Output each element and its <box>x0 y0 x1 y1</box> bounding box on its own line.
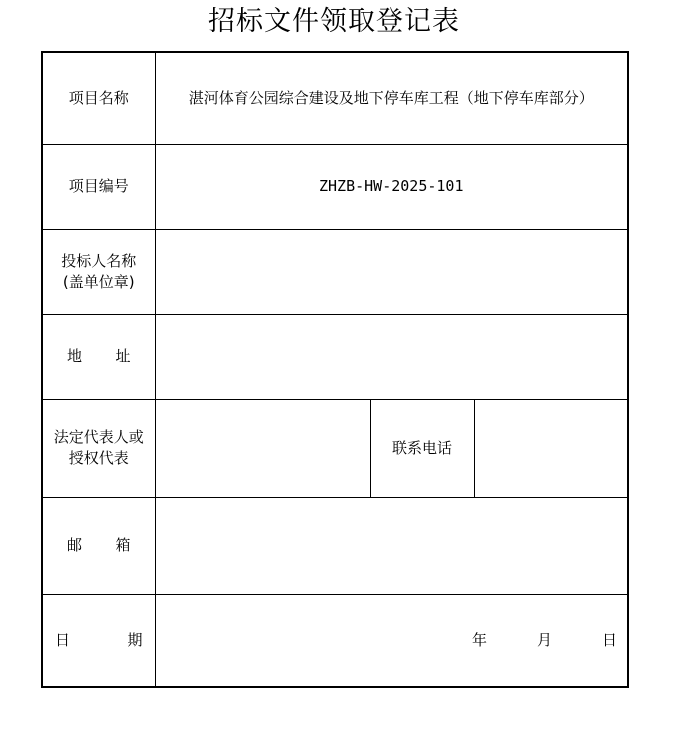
date-day-label: 日 <box>602 630 618 649</box>
row-address <box>42 314 628 399</box>
date-field[interactable] <box>155 594 628 687</box>
row-project-number <box>42 144 628 229</box>
project-number-label: 项目编号 <box>42 144 155 229</box>
bidder-name-label-line2: (盖单位章) <box>62 272 135 291</box>
address-label <box>42 314 155 399</box>
mailbox-field[interactable] <box>155 497 628 594</box>
project-name-value[interactable]: 湛河体育公园综合建设及地下停车库工程（地下停车库部分） <box>155 52 628 144</box>
project-name-label: 项目名称 <box>42 52 155 144</box>
date-label-char1: 日 <box>55 630 71 649</box>
bidder-name-field[interactable] <box>155 229 628 314</box>
row-bidder-name <box>42 229 628 314</box>
phone-field[interactable] <box>474 399 628 497</box>
address-label-char2: 址 <box>115 347 131 365</box>
phone-label: 联系电话 <box>370 399 474 497</box>
date-year-label: 年 <box>471 630 487 649</box>
mailbox-label <box>42 497 155 594</box>
date-label <box>42 594 155 687</box>
bidder-name-label-line1: 投标人名称 <box>61 251 137 270</box>
project-number-value[interactable]: ZHZB-HW-2025-101 <box>155 144 628 229</box>
registration-form-table <box>41 51 629 688</box>
address-field[interactable] <box>155 314 628 399</box>
legal-rep-label <box>42 399 155 497</box>
address-label-char1: 地 <box>67 347 83 365</box>
legal-rep-label-line1: 法定代表人或 <box>53 428 144 446</box>
date-month-label: 月 <box>536 630 552 649</box>
legal-rep-field[interactable] <box>155 399 370 497</box>
date-label-char2: 期 <box>127 630 143 649</box>
row-project-name <box>42 52 628 144</box>
row-mailbox <box>42 497 628 594</box>
bidder-name-label <box>42 229 155 314</box>
legal-rep-label-line2: 授权代表 <box>68 449 129 467</box>
mailbox-label-char1: 邮 <box>67 536 83 554</box>
row-legal-representative <box>42 399 628 497</box>
mailbox-label-char2: 箱 <box>115 536 131 554</box>
page-title: 招标文件领取登记表 <box>208 6 460 37</box>
row-date <box>42 594 628 687</box>
